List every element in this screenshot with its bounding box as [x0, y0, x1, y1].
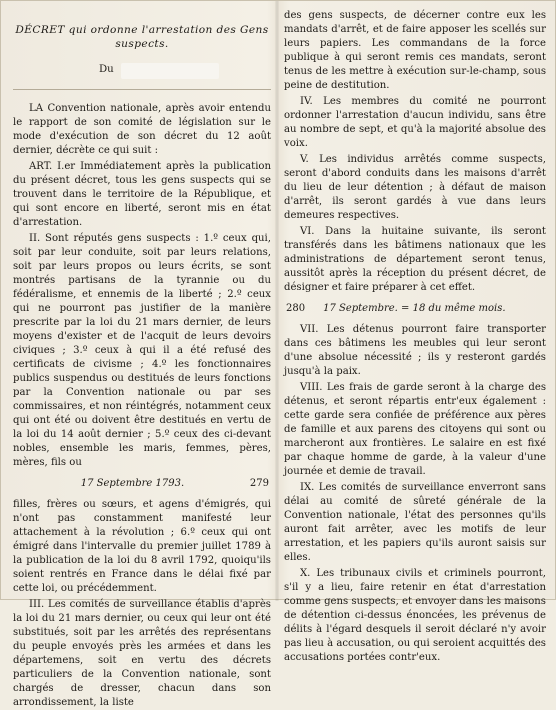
decree-title: DÉCRET qui ordonne l'arrestation des Gens suspects.: [15, 24, 269, 50]
running-head-279: [13, 477, 271, 491]
article-2: II. Sont réputés gens suspects : 1.º ceux qui, soit par leur conduite, soit par leurs relations, soit par leurs propos ou leurs écrits, se sont montrés partisans de la tyrannie ou du fédéralisme, et ennemis de la liberté ; 2.º ceux qui ne pourront pas justifier de la manière prescrite par la loi du 21 mars dernier, de leurs moyens d'exister et de l'acquit de leurs devoirs civiques ; 3.º ceux à qui il a été refusé des certificats de civisme ; 4.º les fonctionnaires publics suspendus ou destitués de leurs fonctions par la Convention nationale ou par ses commissaires, et non réintégrés, notamment ceux qui ont été ou doivent être destitués en vertu de la loi du 14 août dernier ; 5.º ceux des ci-devant nobles, ensemble les maris, femmes, pères, mères, fils ou: [13, 233, 271, 468]
preamble-paragraph: LA Convention nationale, après avoir entendu le rapport de son comité de législation sur le mode d'exécution de son décret du 12 août dernier, décrète ce qui suit :: [13, 103, 271, 156]
page-number: 280: [286, 303, 306, 314]
decree-date-line: [13, 63, 271, 79]
date-prefix: Du: [99, 64, 114, 75]
title-rule: [13, 89, 271, 90]
running-head-280: [284, 302, 546, 316]
article-4: IV. Les membres du comité ne pourront ordonner l'arrestation d'aucun individu, sans être au nombre de sept, et qu'à la majorité absolue des voix.: [284, 96, 546, 149]
article-7: VII. Les détenus pourront faire transporter dans ces bâtimens les meubles qui leur seront d'une absolue nécessité ; ils y resteront gardés jusqu'à la paix.: [284, 324, 546, 377]
running-head-date: 17 Septembre. = 18 du même mois.: [323, 303, 506, 314]
right-column: [284, 1, 546, 663]
article-6: VI. Dans la huitaine suivante, ils seront transférés dans les bâtimens nationaux que les administrations de département seront tenus, aussitôt après la réception du présent décret, de désigner et faire préparer à cet effet.: [284, 226, 546, 293]
article-3: III. Les comités de surveillance établis d'après la loi du 21 mars dernier, ou ceux qui leur ont été substitués, soit par les arrêtés des représentans du peuple envoyés près les armées et dans les départemens, soit en vertu des décrets particuliers de la Convention nationale, sont chargés de dresser, chacun dans son arrondissement, la liste: [13, 599, 271, 708]
article-9: IX. Les comités de surveillance enverront sans délai au comité de sûreté générale de la Convention nationale, l'état des personnes qu'ils auront fait arrêter, avec les motifs de leur arrestation, et les papiers qu'ils auront saisis sur elles.: [284, 482, 546, 563]
running-head-date: 17 Septembre 1793.: [80, 478, 185, 489]
article-3-continued: des gens suspects, de décerner contre eux les mandats d'arrêt, et de faire apposer les scellés sur leurs papiers. Les commandans de la force publique à qui seront remis ces mandats, seront tenus de les mettre à exécution sur-le-champ, sous peine de destitution.: [284, 10, 546, 91]
article-8: VIII. Les frais de garde seront à la charge des détenus, et seront répartis entr'eux également : cette garde sera confiée de préférence aux pères de famille et aux parens des citoyens qui sont ou marcheront aux frontières. Le salaire en est fixé par chaque homme de garde, à la valeur d'une journée et demie de travail.: [284, 382, 546, 477]
page-number: 279: [249, 478, 269, 489]
article-10: X. Les tribunaux civils et criminels pourront, s'il y a lieu, faire retenir en état d'arrestation comme gens suspects, et envoyer dans les maisons de détention ci-dessus énoncées, les prévenus de délits à l'égard desquels il seroit déclaré n'y avoir pas lieu à accusation, ou qui seroient acquittés des accusations portées contr'eux.: [284, 568, 546, 663]
left-column: [13, 1, 271, 708]
page-gutter: [275, 1, 279, 601]
article-2-continued: filles, frères ou sœurs, et agens d'émigrés, qui n'ont pas constamment manifesté leur attachement à la révolution ; 6.º ceux qui ont émigré dans l'intervalle du premier juillet 1789 à la publication de la loi du 8 avril 1792, quoiqu'ils soient rentrés en France dans le délai fixé par cette loi, ou précédemment.: [13, 499, 271, 594]
article-5: V. Les individus arrêtés comme suspects, seront d'abord conduits dans les maisons d'arrêt du lieu de leur détention ; à défaut de maison d'arrêt, ils seront gardés à vue dans leurs demeures respectives.: [284, 154, 546, 221]
redacted-date: [121, 63, 219, 79]
article-1: ART. I.er Immédiatement après la publication du présent décret, tous les gens suspects qui se trouvent dans le territoire de la République, et qui sont encore en liberté, seront mis en état d'arrestation.: [13, 161, 271, 228]
